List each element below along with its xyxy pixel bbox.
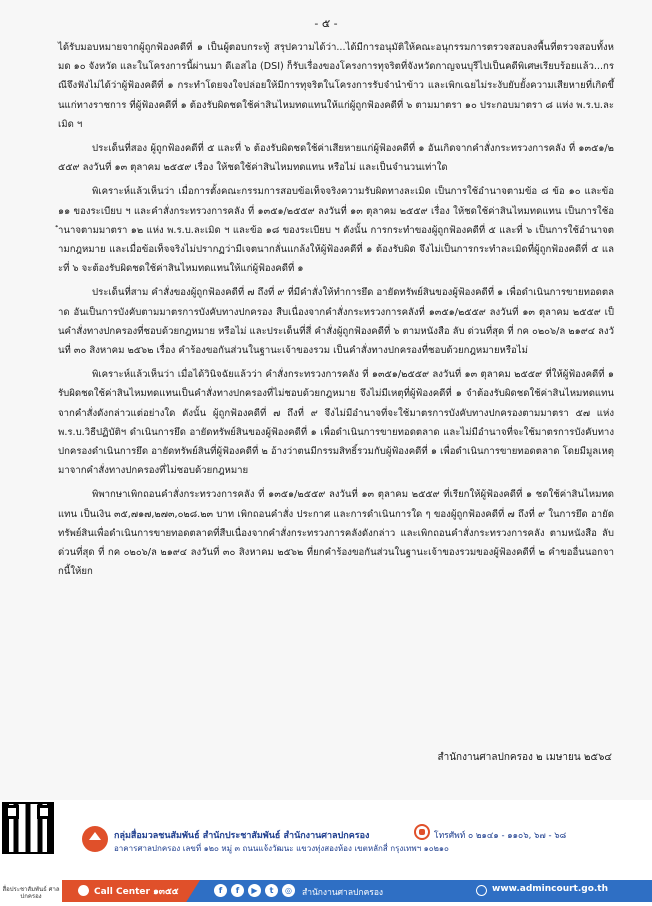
social-label: สำนักงานศาลปกครอง [302,888,384,898]
globe-icon [476,885,487,896]
instagram-icon[interactable]: ◎ [282,884,295,897]
org-name: กลุ่มสื่อมวลชนสัมพันธ์ สำนักประชาสัมพันธ์ สำนักงานศาลปกครอง [114,831,370,841]
website-link[interactable]: www.admincourt.go.th [492,884,609,894]
paragraph: ประเด็นที่สอง ผู้ถูกฟ้องคดีที่ ๕ และที่ ๖ ต้องรับผิดชดใช้ค่าเสียหายแก่ผู้ฟ้องคดีที่ ๑ อันเกิดจากคำสั่งกระทรวงการคลัง ที่ ๑๓๕๑/๒๕๕๙ ลงวันที่ ๑๓ ตุลาคม ๒๕๕๙ เรื่อง ให้ชดใช้ค่าสินไหมทดแทน หรือไม่ และเป็นจำนวนเท่าใด [58,143,614,174]
paragraph: ประเด็นที่สาม คำสั่งของผู้ถูกฟ้องคดีที่ ๗ ถึงที่ ๙ ที่มีคำสั่งให้ทำการยึด อายัดทรัพย์สินของผู้ฟ้องคดีที่ ๑ เพื่อดำเนินการขายทอดตลาด อันเป็นการบังคับตามมาตรการบังคับทางปกครอง สืบเนื่องจากคำสั่งกระทรวงการคลังที่ ๑๓๕๑/๒๕๕๙ ลงวันที่ ๑๓ ตุลาคม ๒๕๕๙ เป็นคำสั่งทางปกครองที่ชอบด้วยกฎหมาย หรือไม่ และประเด็นที่สี่ คำสั่งผู้ถูกฟ้องคดีที่ ๖ ตามหนังสือ ลับ ด่วนที่สุด ที่ กค ๐๒๐๖/ล ๒๑๙๔ ลงวันที่ ๓๐ สิงหาคม ๒๕๖๒ เรื่อง คำร้องขอกันส่วนในฐานะเจ้าของรวม เป็นคำสั่งทางปกครองที่ชอบด้วยกฎหมายหรือไม่ [58,287,615,357]
court-logo-icon [82,826,108,852]
page-number: - ๕ - [314,17,338,30]
youtube-icon[interactable]: ▶ [248,884,261,897]
paragraph: พิเคราะห์แล้วเห็นว่า เมื่อได้วินิจฉัยแล้วว่า คำสั่งกระทรวงการคลัง ที่ ๑๓๕๑/๒๕๕๙ ลงวันที่ ๑๓ ตุลาคม ๒๕๕๙ ที่ให้ผู้ฟ้องคดีที่ ๑ รับผิดชดใช้ค่าสินไหมทดแทนเป็นคำสั่งทางปกครองที่ไม่ชอบด้วยกฎหมาย จึงไม่มีเหตุที่ผู้ฟ้องคดีที่ ๑ จำต้องรับผิดชดใช้ค่าสินไหมทดแทนจากคำสั่งดังกล่าวแต่อย่างใด ดังนั้น ผู้ถูกฟ้องคดีที่ ๗ ถึงที่ ๙ จึงไม่มีอำนาจที่จะใช้มาตรการบังคับทางปกครองตามมาตรา ๕๗ แห่ง พ.ร.บ.วิธีปฏิบัติฯ ดำเนินการยึด อายัดทรัพย์สินของผู้ฟ้องคดีที่ ๑ เพื่อดำเนินการขายทอดตลาด และไม่มีอำนาจที่จะใช้มาตรการบังคับทางปกครองดำเนินการยึด อายัดทรัพย์สินที่ผู้ฟ้องคดีที่ ๒ อ้างว่าตนมีกรรมสิทธิ์รวมกับผู้ฟ้องคดีที่ ๑ เพื่อดำเนินการขายทอดตลาด โดยมีมูลเหตุมาจากคำสั่งทางปกครองที่ไม่ชอบด้วยกฎหมาย [58,369,614,477]
twitter-icon[interactable]: t [265,884,278,897]
phone-icon [414,824,430,840]
phone-number: โทรศัพท์ ๐ ๒๑๔๑ - ๑๑๐๖, ๖๗ - ๖๘ [434,831,567,841]
call-center-icon [78,885,89,896]
call-center[interactable]: Call Center ๑๓๕๕ [94,887,179,897]
paragraph: ได้รับมอบหมายจากผู้ถูกฟ้องคดีที่ ๑ เป็นผู้ตอบกระทู้ สรุปความได้ว่า...ได้มีการอนุมัติให้คณะอนุกรรมการตรวจสอบลงพื้นที่ตรวจสอบทั้งหมด ๑๐ จังหวัด และในโครงการนี้ผ่านมา ดีเอสไอ (DSI) ก็รับเรื่องของโครงการทุจริตที่จังหวัดกาญจนบุรีไปเป็นคดีพิเศษเรียบร้อยแล้ว...กรณีจึงฟังไม่ได้ว่าผู้ฟ้องคดีที่ ๑ กระทำโดยจงใจปล่อยให้มีการทุจริตในโครงการรับจำนำข้าว และเพิกเฉยไม่ระงับยับยั้งความเสียหายที่เกิดขึ้นแก่ทางราชการ ที่ผู้ฟ้องคดีที่ ๑ ต้องรับผิดชดใช้ค่าสินไหมทดแทนให้แก่ผู้ถูกฟ้องคดีที่ ๖ ตามมาตรา ๑๐ ประกอบมาตรา ๘ แห่ง พ.ร.บ.ละเมิด ฯ [58,42,614,130]
paragraph: พิพากษาเพิกถอนคำสั่งกระทรวงการคลัง ที่ ๑๓๕๑/๒๕๕๙ ลงวันที่ ๑๓ ตุลาคม ๒๕๕๙ ที่เรียกให้ผู้ฟ้องคดีที่ ๑ ชดใช้ค่าสินไหมทดแทน เป็นเงิน ๓๕,๗๑๗,๒๗๓,๐๒๘.๒๓ บาท เพิกถอนคำสั่ง ประกาศ และการดำเนินการใด ๆ ของผู้ถูกฟ้องคดีที่ ๗ ถึงที่ ๙ ในการยึด อายัดทรัพย์สินเพื่อดำเนินการขายทอดตลาดที่สืบเนื่องจากคำสั่งกระทรวงการคลังดังกล่าว และเพิกถอนคำสั่งกระทรวงการคลัง ตามหนังสือ ลับ ด่วนที่สุด ที่ กค ๐๒๐๖/ล ๒๑๙๔ ลงวันที่ ๓๐ สิงหาคม ๒๕๖๒ ที่ยกคำร้องขอกันส่วนในฐานะเจ้าของรวมของผู้ฟ้องคดีที่ ๒ คำขออื่นนอกจากนี้ให้ยก [58,489,614,578]
signature-line: สำนักงานศาลปกครอง ๒ เมษายน ๒๕๖๔ [437,752,612,763]
org-address: อาคารศาลปกครอง เลขที่ ๑๒๐ หมู่ ๓ ถนนแจ้งวัฒนะ แขวงทุ่งสองห้อง เขตหลักสี่ กรุงเทพฯ ๑๐๒๑๐ [114,844,449,853]
qr-code-icon[interactable] [2,802,54,854]
footer [0,800,652,906]
paragraph: พิเคราะห์แล้วเห็นว่า เมื่อการตั้งคณะกรรมการสอบข้อเท็จจริงความรับผิดทางละเมิด เป็นการใช้อำนาจตามข้อ ๘ ข้อ ๑๐ และข้อ ๑๑ ของระเบียบ ฯ และคำสั่งกระทรวงการคลัง ที่ ๑๓๕๑/๒๕๕๙ ลงวันที่ ๑๓ ตุลาคม ๒๕๕๙ เรื่อง ให้ชดใช้ค่าสินไหมทดแทน เป็นการใช้อำนาจตามมาตรา ๑๒ แห่ง พ.ร.บ.ละเมิด ฯ และข้อ ๑๘ ของระเบียบ ฯ ดังนั้น การกระทำของผู้ถูกฟ้องคดีที่ ๕ และที่ ๖ เป็นการใช้อำนาจตามกฎหมาย และเมื่อข้อเท็จจริงไม่ปรากฏว่ามีเจตนากลั่นแกล้งให้ผู้ฟ้องคดีที่ ๑ ต้องรับผิด จึงไม่เป็นการกระทำละเมิดที่ผู้ถูกฟ้องคดีที่ ๕ และที่ ๖ จะต้องรับผิดชดใช้ค่าสินไหมทดแทนให้แก่ผู้ฟ้องคดีที่ ๑ [58,186,614,275]
document-body [58,38,614,586]
qr-caption: สื่อประชาสัมพันธ์ ศาลปกครอง [2,886,60,900]
facebook-icon[interactable]: f [214,884,227,897]
facebook-icon[interactable]: f [231,884,244,897]
